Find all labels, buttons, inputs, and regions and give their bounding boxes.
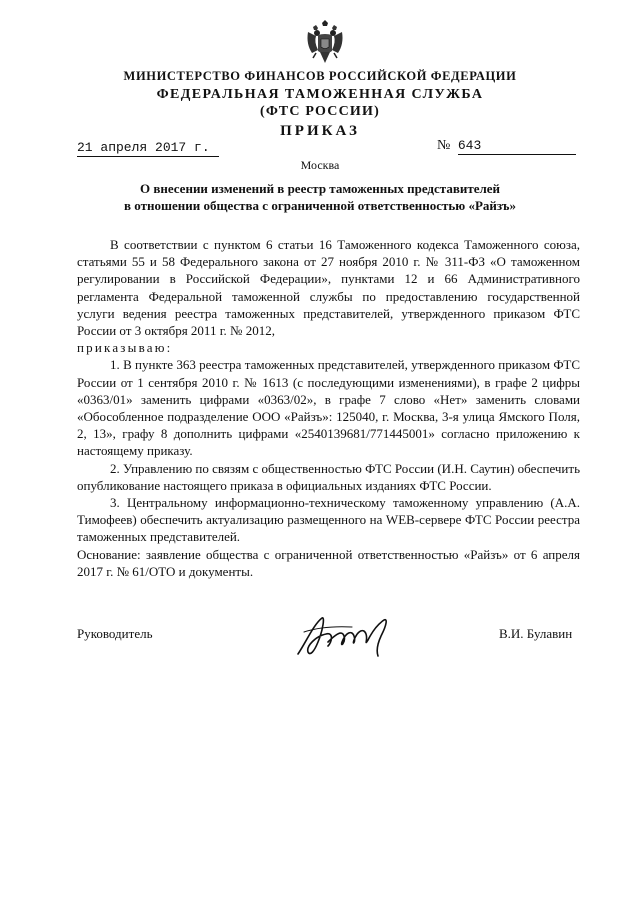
signatory-name: В.И. Булавин: [499, 626, 573, 641]
order-item-1: 1. В пункте 363 реестра таможенных представителей, утвержденного приказом ФТС России от 1 сентября 2010 г. № 1613 (с последующими изменениями), в графе 2 цифры «0363/01» заменить цифрами «0363/02», в графе 7 слово «Нет» заменить словами «Обособленное подразделение ООО «Райзъ»: 125040, г. Москва, 3-я улица Ямского Поля, 2, 13», графу 8 дополнить цифрами «2540139681/771445001» согласно приложению к настоящему приказу.: [77, 357, 580, 459]
document-number: [437, 138, 577, 155]
signatory-role: Руководитель: [77, 626, 153, 641]
service-short-name: (ФТС РОССИИ): [260, 104, 380, 119]
order-item-3: 3. Центральному информационно-техническому таможенному управлению (А.А. Тимофеев) обеспечить актуализацию размещенного на WEB-сервере ФТС России реестра таможенных представителей.: [77, 495, 580, 545]
order-word: приказываю:: [77, 340, 173, 356]
heading-line-2: в отношении общества с ограниченной ответственностью «Райзъ»: [124, 198, 516, 213]
basis-paragraph: Основание: заявление общества с ограниченной ответственностью «Райзъ» от 6 апреля 2017 г. № 61/ОТО и документы.: [77, 547, 580, 580]
order-item-2: 2. Управлению по связям с общественностью ФТС России (И.Н. Саутин) обеспечить опубликование настоящего приказа в официальных изданиях ФТС России.: [77, 460, 580, 493]
document-city: Москва: [300, 158, 340, 172]
document-date: 21 апреля 2017 г.: [77, 140, 219, 157]
service-name: ФЕДЕРАЛЬНАЯ ТАМОЖЕННАЯ СЛУЖБА: [156, 87, 484, 102]
ministry-name: МИНИСТЕРСТВО ФИНАНСОВ РОССИЙСКОЙ ФЕДЕРАЦИИ: [123, 69, 517, 83]
document-body: [77, 236, 580, 546]
handwritten-signature: [292, 612, 402, 660]
number-sign: №: [437, 138, 451, 153]
number-value: 643: [458, 138, 576, 155]
document-type: ПРИКАЗ: [280, 123, 360, 139]
preamble-paragraph: В соответствии с пунктом 6 статьи 16 Таможенного кодекса Таможенного союза, статьями 55 и 58 Федерального закона от 27 ноября 2010 г. № 311-ФЗ «О таможенном регулировании в Российской Федерации», пунктами 12 и 66 Административного регламента Федеральной таможенной службы по предоставлению государственной услуги ведения реестра таможенных представителей, утвержденного приказом ФТС России от 3 октября 2011 г. № 2012,: [77, 237, 580, 339]
document-heading: [100, 180, 540, 214]
heading-line-1: О внесении изменений в реестр таможенных представителей: [139, 181, 501, 196]
coat-of-arms-icon: [305, 20, 345, 66]
